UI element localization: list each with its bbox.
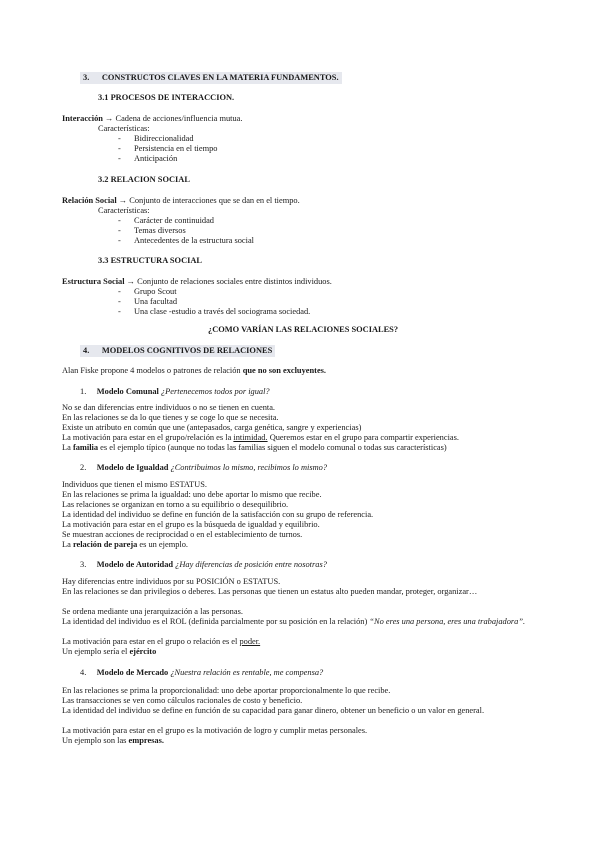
model-4-text: Las transacciones se ven como cálculos racionales de costo y beneficio.	[62, 696, 303, 705]
list-item: - Temas diversos	[118, 226, 186, 235]
estructura-social-definition	[62, 277, 332, 287]
model-4-text: La motivación para estar en el grupo es la motivación de logro y cumplir metas personales.	[62, 726, 368, 735]
model-2-text: Se muestran acciones de reciprocidad o en el establecimiento de turnos.	[62, 530, 303, 539]
term: Interacción	[62, 114, 103, 123]
list-item: - Carácter de continuidad	[118, 216, 214, 225]
section-4-intro: Alan Fiske propone 4 modelos o patrones de relación que no son excluyentes.	[62, 366, 327, 375]
subsection-3-1-title: 3.1 PROCESOS DE INTERACCION.	[98, 93, 235, 102]
relacion-social-definition	[62, 196, 300, 206]
model-1-text: La motivación para estar en el grupo/relación es la intimidad. Queremos estar en el grupo para compartir experiencias.	[62, 433, 459, 442]
characteristics-label: Características:	[98, 124, 150, 133]
list-item: - Una facultad	[118, 297, 178, 306]
term: Relación Social	[62, 196, 117, 205]
list-item: - Bidireccionalidad	[118, 134, 194, 143]
model-4-text: En las relaciones se prima la proporcionalidad: uno debe aportar proporcionalmente lo que recibe.	[62, 686, 391, 695]
model-3-text: La identidad del individuo es el ROL (definida parcialmente por su posición en la relación) “No eres una persona, eres una trabajadora”.	[62, 617, 526, 626]
model-2-text: La identidad del individuo se define en función de la satisfacción con su grupo de referencia.	[62, 510, 374, 519]
model-3-text: En las relaciones se dan privilegios o deberes. Las personas que tienen un estatus alto pueden mandar, proteger, organizar…	[62, 587, 478, 596]
model-1-heading: 1. Modelo Comunal ¿Pertenecemos todos por igual?	[80, 387, 270, 396]
model-2-text: En las relaciones se prima la igualdad: uno debe aportar lo mismo que recibe.	[62, 490, 322, 499]
term: Estructura Social	[62, 277, 125, 286]
model-3-text: Se ordena mediante una jerarquización a las personas.	[62, 607, 243, 616]
model-2-text: Las relaciones se organizan en torno a su equilibrio o desequilibrio.	[62, 500, 289, 509]
model-2-text: Individuos que tienen el mismo ESTATUS.	[62, 480, 207, 489]
model-1-text: Existe un atributo en común que une (antepasados, carga genética, sangre y experiencias)	[62, 423, 362, 432]
definition: → Conjunto de interacciones que se dan en el tiempo.	[118, 196, 300, 205]
model-2-text: La motivación para estar en el grupo es la búsqueda de igualdad y equilibrio.	[62, 520, 320, 529]
model-4-heading: 4. Modelo de Mercado ¿Nuestra relación es rentable, me compensa?	[80, 668, 324, 677]
section-title: MODELOS COGNITIVOS DE RELACIONES	[101, 346, 273, 355]
section-4-heading	[80, 345, 275, 357]
section-number: 3.	[83, 73, 90, 82]
question-heading: ¿COMO VARÍAN LAS RELACIONES SOCIALES?	[208, 325, 399, 334]
subsection-3-2-title: 3.2 RELACION SOCIAL	[98, 175, 190, 184]
model-1-text: La familia es el ejemplo típico (aunque no todas las familias siguen el modelo comunal o todas sus características)	[62, 443, 447, 452]
list-item: - Antecedentes de la estructura social	[118, 236, 254, 245]
model-3-text: Hay diferencias entre individuos por su POSICIÓN o ESTATUS.	[62, 577, 281, 586]
model-3-heading: 3. Modelo de Autoridad ¿Hay diferencias de posición entre nosotras?	[80, 560, 327, 569]
section-3-heading	[80, 72, 342, 84]
section-number: 4.	[83, 346, 90, 355]
section-title: CONSTRUCTOS CLAVES EN LA MATERIA FUNDAMENTOS.	[101, 73, 339, 82]
model-4-text: La identidad del individuo se define en función de su capacidad para ganar dinero, obtener un beneficio o un valor en general.	[62, 706, 485, 715]
list-item: - Anticipación	[118, 154, 178, 163]
list-item: - Una clase -estudio a través del sociograma sociedad.	[118, 307, 311, 316]
model-1-text: No se dan diferencias entre individuos o no se tienen en cuenta.	[62, 403, 276, 412]
characteristics-label: Características:	[98, 206, 150, 215]
model-1-text: En las relaciones se da lo que tienes y se coge lo que se necesita.	[62, 413, 279, 422]
model-4-text: Un ejemplo son las empresas.	[62, 736, 164, 745]
model-2-heading: 2. Modelo de Igualdad ¿Contribuimos lo mismo, recibimos lo mismo?	[80, 463, 328, 472]
definition: → Conjunto de relaciones sociales entre distintos individuos.	[126, 277, 332, 286]
interaccion-definition	[62, 114, 242, 124]
list-item: - Persistencia en el tiempo	[118, 144, 218, 153]
subsection-3-3-title: 3.3 ESTRUCTURA SOCIAL	[98, 256, 203, 265]
model-3-text: Un ejemplo sería el ejército	[62, 647, 157, 656]
definition: → Cadena de acciones/influencia mutua.	[105, 114, 243, 123]
model-3-text: La motivación para estar en el grupo o relación es el poder.	[62, 637, 261, 646]
model-2-text: La relación de pareja es un ejemplo.	[62, 540, 189, 549]
list-item: - Grupo Scout	[118, 287, 177, 296]
